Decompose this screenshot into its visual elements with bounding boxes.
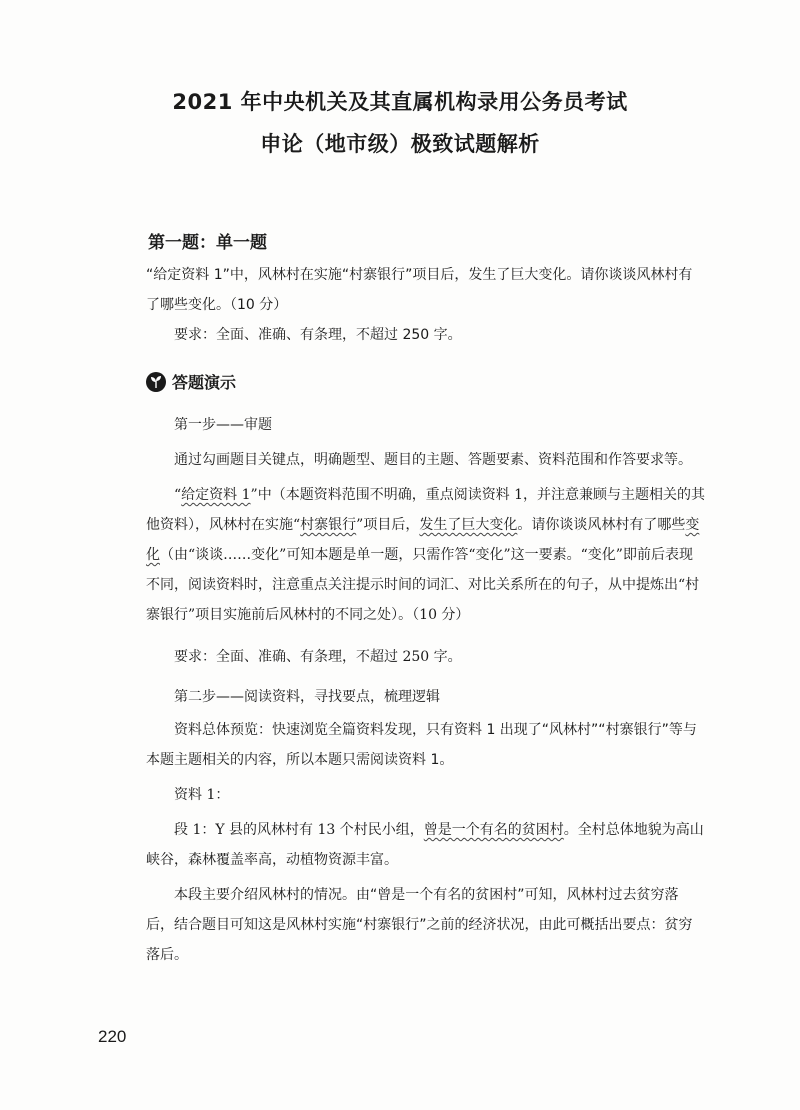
material-text: 段 1：Y 县的风林村有 13 个村民小组， [174, 822, 424, 838]
page-number: 220 [98, 1027, 127, 1046]
material-paragraph-1 [146, 815, 706, 875]
paragraph-explanation: 本段主要介绍风林村的情况。由“曾是一个有名的贫困村”可知，风林村过去贫穷落后，结合题目可知这是风林村实施“村寨银行”之前的经济状况，由此可概括出要点：贫穷落后。 [146, 887, 693, 963]
analysis-text: （由“谈谈……变化”可知本题是单一题，只需作答“变化”这一要素。“变化”即前后表现不同，阅读资料时，注意重点关注提示时间的词汇、对比关系所在的句子，从中提炼出“村寨银行”项目实施前后风林村的不同之处）。（10 分） [146, 547, 700, 623]
question-requirement: 要求：全面、准确、有条理，不超过 250 字。 [174, 327, 462, 343]
page-title-line-2: 申论（地市级）极致试题解析 [260, 132, 540, 156]
question-heading: 第一题：单一题 [148, 233, 267, 253]
highlighted-text: 给定资料 1 [181, 487, 251, 503]
highlighted-text: 发生了巨大变化 [419, 517, 518, 533]
page-title-line-1: 2021 年中央机关及其直属机构录用公务员考试 [172, 90, 628, 114]
step2-heading: 第二步——阅读资料，寻找要点，梳理逻辑 [174, 689, 440, 705]
analysis-text: “ [174, 487, 182, 503]
analysis-text: ”中（本题资料范围不明确，重点阅读资料 1，并注意兼顾与主题相关的其他资料），风林村在实施“ [146, 487, 706, 533]
step1-intro: 通过勾画题目关键点，明确题型、题目的主题、答题要素、资料范围和作答要求等。 [174, 452, 692, 468]
highlighted-text: 村寨银行 [300, 517, 357, 533]
answer-demo-label: 答题演示 [172, 373, 237, 392]
step1-analysis [146, 480, 706, 630]
step2-overview: 资料总体预览：快速浏览全篇资料发现，只有资料 1 出现了“风林村”“村寨银行”等与本题主题相关的内容，所以本题只需阅读资料 1。 [146, 722, 697, 768]
highlighted-text: 曾是一个有名的贫困村 [423, 822, 564, 838]
answer-demo-header [146, 370, 236, 393]
question-prompt: “给定资料 1”中，风林村在实施“村寨银行”项目后，发生了巨大变化。请你谈谈风林村有了哪些变化。（10 分） [146, 267, 693, 313]
highlighted-text: 变化 [146, 517, 700, 563]
material-text: 。全村总体地貌为高山峡谷，森林覆盖率高，动植物资源丰富。 [146, 822, 704, 868]
sprout-icon [146, 372, 166, 392]
analysis-text: ”项目后， [356, 517, 420, 533]
step1-requirement: 要求：全面、准确、有条理，不超过 250 字。 [174, 649, 462, 665]
step1-heading: 第一步——审题 [174, 417, 272, 433]
analysis-text: 。请你谈谈风林村有了哪些 [517, 517, 686, 533]
material-label: 资料 1： [174, 787, 230, 803]
